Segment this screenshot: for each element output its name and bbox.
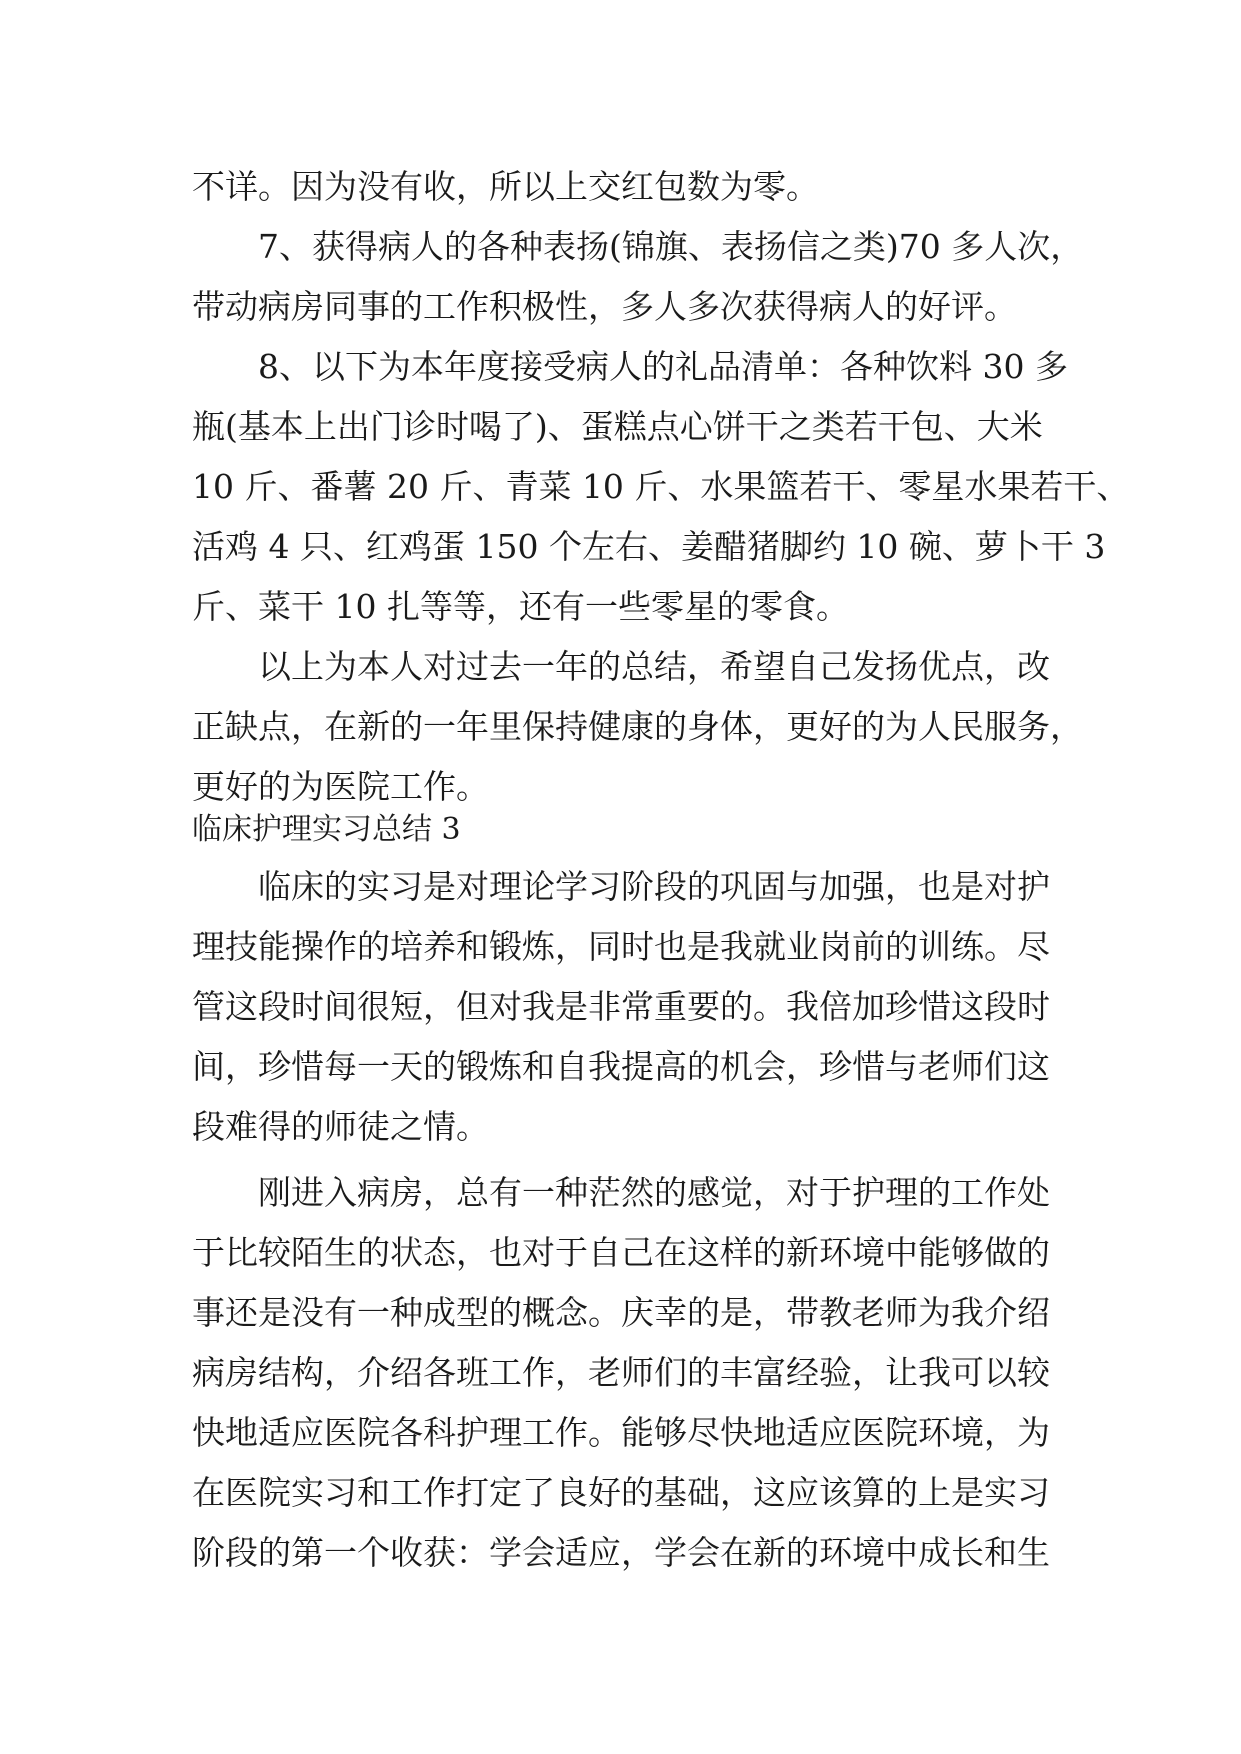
paragraph-line: 管这段时间很短，但对我是非常重要的。我倍加珍惜这段时: [192, 987, 1050, 1026]
paragraph-line: 阶段的第一个收获：学会适应，学会在新的环境中成长和生: [192, 1533, 1050, 1572]
paragraph-line: 段难得的师徒之情。: [192, 1107, 489, 1146]
paragraph-line: 于比较陌生的状态，也对于自己在这样的新环境中能够做的: [192, 1233, 1050, 1272]
paragraph-line: 以上为本人对过去一年的总结，希望自己发扬优点，改: [258, 647, 1050, 686]
paragraph-line: 正缺点，在新的一年里保持健康的身体，更好的为人民服务，: [192, 707, 1083, 746]
paragraph-line: 不详。因为没有收，所以上交红包数为零。: [192, 167, 819, 206]
paragraph-line: 7、获得病人的各种表扬(锦旗、表扬信之类)70 多人次，: [258, 227, 1084, 266]
paragraph-line: 带动病房同事的工作积极性，多人多次获得病人的好评。: [192, 287, 1017, 326]
paragraph-line: 快地适应医院各科护理工作。能够尽快地适应医院环境，为: [192, 1413, 1050, 1452]
paragraph-line: 斤、菜干 10 扎等等，还有一些零星的零食。: [192, 587, 849, 626]
paragraph-line: 更好的为医院工作。: [192, 767, 489, 806]
paragraph-line: 临床的实习是对理论学习阶段的巩固与加强，也是对护: [258, 867, 1050, 906]
paragraph-line: 10 斤、番薯 20 斤、青菜 10 斤、水果篮若干、零星水果若干、: [192, 467, 1130, 506]
section-title: 临床护理实习总结 3: [192, 812, 461, 847]
paragraph-line: 刚进入病房，总有一种茫然的感觉，对于护理的工作处: [258, 1173, 1050, 1212]
paragraph-line: 事还是没有一种成型的概念。庆幸的是，带教老师为我介绍: [192, 1293, 1050, 1332]
paragraph-line: 理技能操作的培养和锻炼，同时也是我就业岗前的训练。尽: [192, 927, 1050, 966]
paragraph-line: 间，珍惜每一天的锻炼和自我提高的机会，珍惜与老师们这: [192, 1047, 1050, 1086]
paragraph-line: 在医院实习和工作打定了良好的基础，这应该算的上是实习: [192, 1473, 1050, 1512]
paragraph-line: 8、以下为本年度接受病人的礼品清单：各种饮料 30 多: [258, 347, 1068, 386]
paragraph-line: 活鸡 4 只、红鸡蛋 150 个左右、姜醋猪脚约 10 碗、萝卜干 3: [192, 527, 1106, 566]
paragraph-line: 病房结构，介绍各班工作，老师们的丰富经验，让我可以较: [192, 1353, 1050, 1392]
paragraph-line: 瓶(基本上出门诊时喝了)、蛋糕点心饼干之类若干包、大米: [192, 407, 1043, 446]
